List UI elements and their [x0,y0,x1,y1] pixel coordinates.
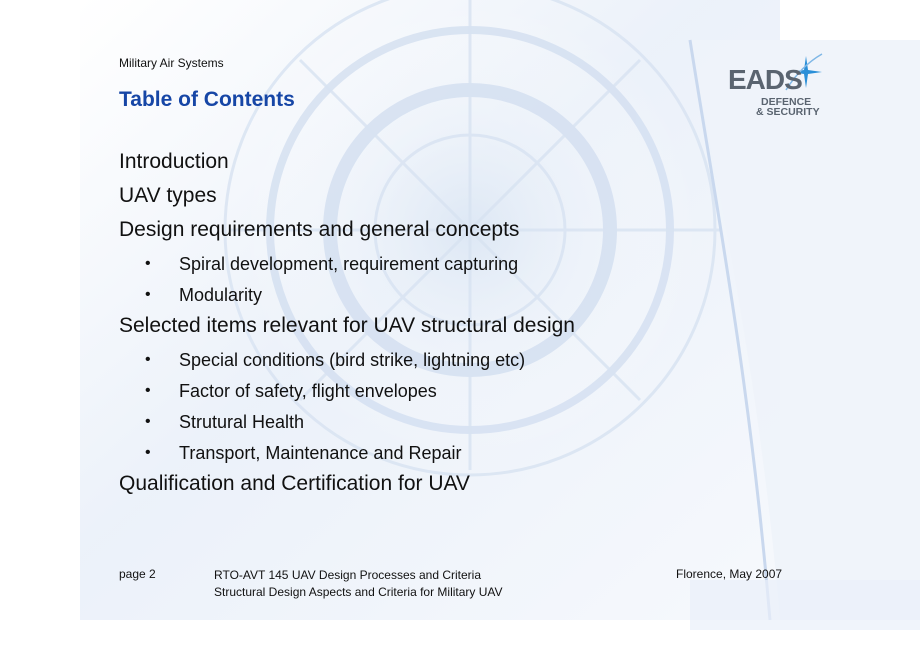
eads-logo [728,52,838,122]
logo-brand: EADS [728,64,802,95]
toc-item-structural-design: Selected items relevant for UAV structural design [119,314,575,337]
toc-item-design-requirements: Design requirements and general concepts [119,218,520,241]
table-of-contents [119,148,575,504]
toc-subitem [119,377,575,408]
footer-line-1: RTO-AVT 145 UAV Design Processes and Criteria [214,568,481,582]
toc-subitem-text: Strutural Health [179,412,305,432]
toc-subitem [119,408,575,439]
footer-page-number: page 2 [119,567,156,581]
toc-sublist-design [119,250,575,312]
bullet-icon: • [145,413,151,430]
header-label: Military Air Systems [119,56,224,70]
bullet-icon: • [145,255,151,272]
toc-subitem-text: Modularity [179,285,263,305]
toc-item-qualification: Qualification and Certification for UAV [119,472,470,495]
footer-location-date: Florence, May 2007 [676,567,783,581]
toc-subitem-text: Spiral development, requirement capturing [179,254,519,274]
bullet-icon: • [145,286,151,303]
toc-sublist-structural [119,346,575,470]
toc-subitem [119,346,575,377]
footer-line-2: Structural Design Aspects and Criteria for Military UAV [214,585,503,599]
bullet-icon: • [145,444,151,461]
toc-subitem-text: Transport, Maintenance and Repair [179,443,462,463]
footer-document-title [214,567,503,601]
logo-line-defence: DEFENCE [761,96,812,108]
toc-subitem-text: Special conditions (bird strike, lightning etc) [179,350,526,370]
toc-subitem-text: Factor of safety, flight envelopes [179,381,437,401]
slide-title: Table of Contents [119,88,295,111]
toc-item-introduction: Introduction [119,150,229,173]
bullet-icon: • [145,351,151,368]
logo-line-security: & SECURITY [756,106,820,118]
toc-subitem [119,439,575,470]
toc-item-uav-types: UAV types [119,184,217,207]
bullet-icon: • [145,382,151,399]
toc-subitem [119,250,575,281]
toc-subitem [119,281,575,312]
